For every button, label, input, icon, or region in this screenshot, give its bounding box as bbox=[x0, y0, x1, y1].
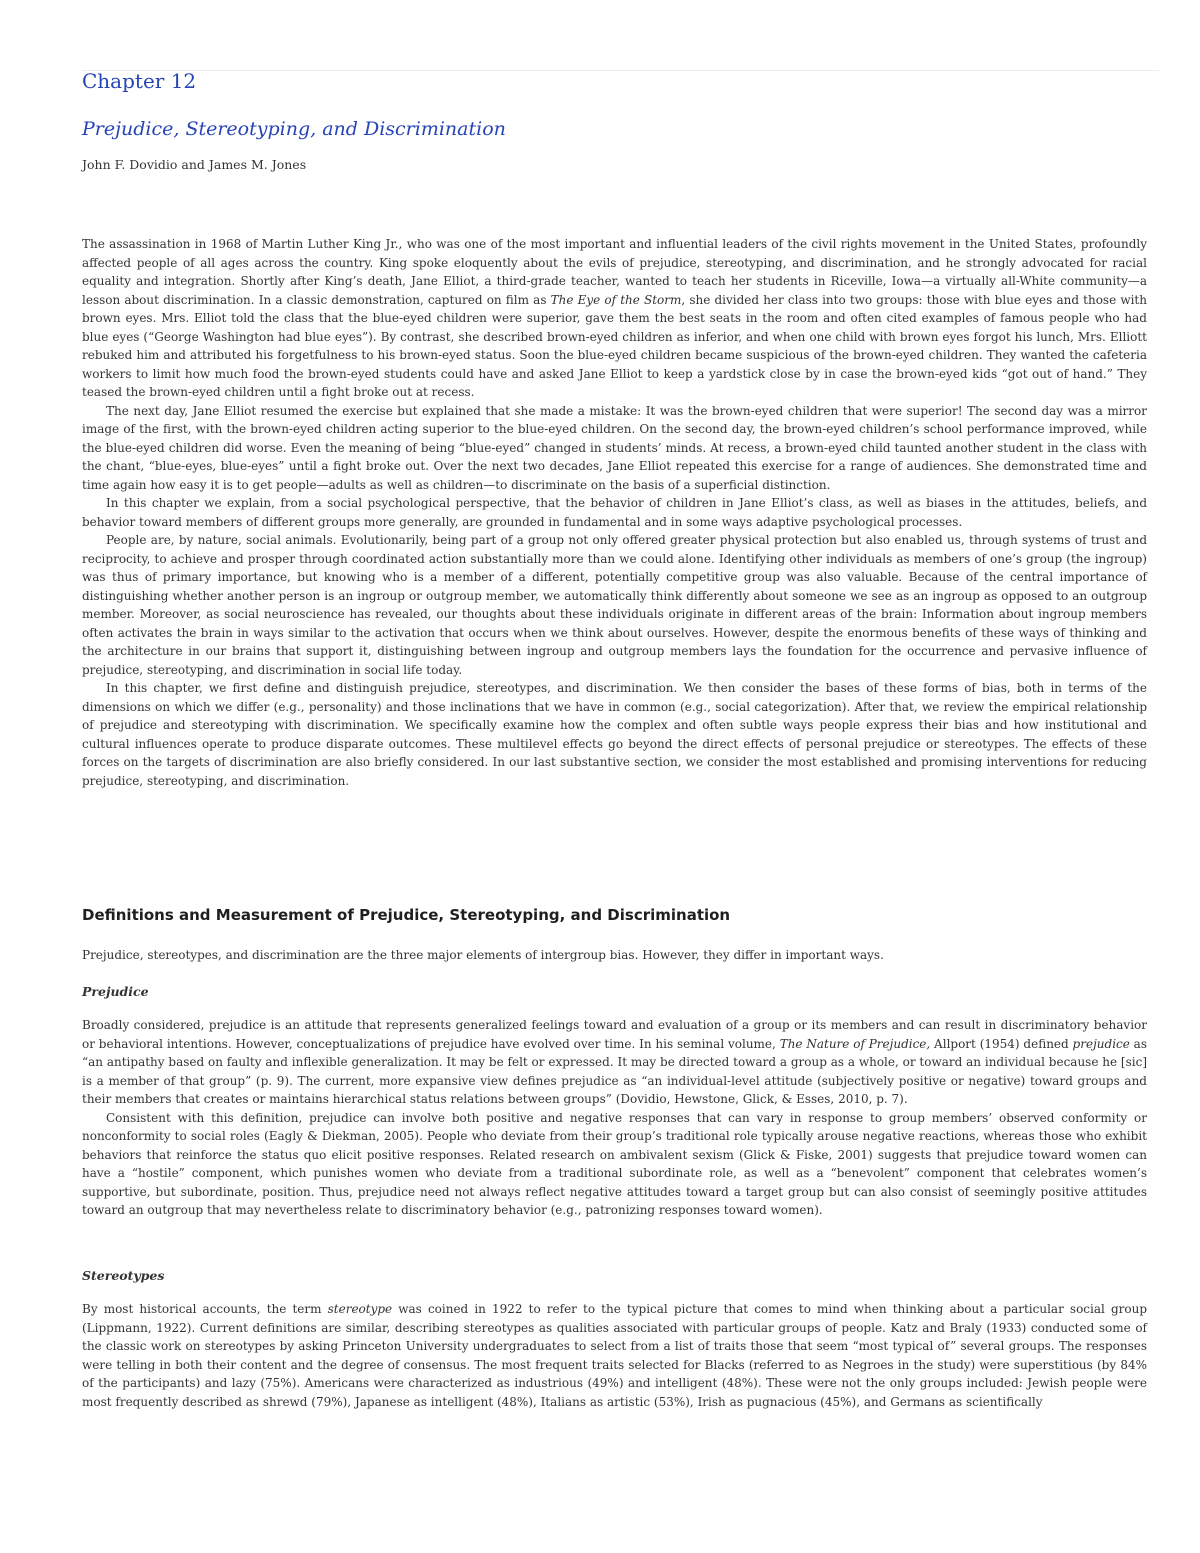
intro-text bbox=[82, 235, 1147, 790]
term-prejudice: prejudice bbox=[1072, 1036, 1130, 1051]
section-heading: Definitions and Measurement of Prejudice, Stereotyping, and Discrimination bbox=[82, 906, 731, 924]
intro-paragraph-1: The assassination in 1968 of Martin Luther King Jr., who was one of the most important and influential leaders of the civil rights movement in the United States, profoundly affected people of all ages across the country. King spoke eloquently about the evils of prejudice, stereotyping, and discrimination, and he strongly advocated for racial equality and integration. Shortly after King’s death, Jane Elliot, a third-grade teacher, wanted to teach her students in Riceville, Iowa—a virtually all-White community—a lesson about discrimination. In a classic demonstration, captured on film as The Eye of the Storm, she divided her class into two groups: those with blue eyes and those with brown eyes. Mrs. Elliot told the class that the blue-eyed children were superior, gave them the best seats in the room and often cited examples of famous people who had blue eyes (“George Washington had blue eyes”). By contrast, she described brown-eyed children as inferior, and when one child with brown eyes forgot his lunch, Mrs. Elliott rebuked him and attributed his forgetfulness to his brown-eyed status. Soon the blue-eyed children became suspicious of the brown-eyed children. They wanted the cafeteria workers to limit how much food the brown-eyed students could have and asked Jane Elliot to keep a yardstick close by in case the brown-eyed kids “got out of hand.” They teased the brown-eyed children until a fight broke out at recess. bbox=[82, 237, 1147, 399]
stereotypes-paragraph-1: By most historical accounts, the term stereotype was coined in 1922 to refer to the typical picture that comes to mind when thinking about a particular social group (Lippmann, 1922). Current definitions are similar, describing stereotypes as qualities associated with particular groups of people. Katz and Braly (1933) conducted some of the classic work on stereotypes by asking Princeton University undergraduates to select from a list of traits those that seem “most typical of” several groups. The responses were telling in both their content and the degree of consensus. The most frequent traits selected for Blacks (referred to as Negroes in the study) were superstitious (by 84% of the participants) and lazy (75%). Americans were characterized as industrious (49%) and intelligent (48%). These were not the only groups included: Jewish people were most frequently described as shrewd (79%), Japanese as intelligent (48%), Italians as artistic (53%), Irish as pugnacious (45%), and Germans as scientifically bbox=[82, 1302, 1148, 1409]
book-title: The Nature of Prejudice, bbox=[779, 1036, 931, 1051]
intro-paragraph-2: The next day, Jane Elliot resumed the exercise but explained that she made a mistake: It was the brown-eyed children that were superior! The second day was a mirror image of the first, with the brown-eyed children acting superior to the blue-eyed children. On the second day, the brown-eyed children’s school performance improved, while the blue-eyed children did worse. Even the meaning of being “blue-eyed” changed in students’ minds. At recess, a brown-eyed child taunted another student in the class with the chant, “blue-eyes, blue-eyes” until a fight broke out. Over the next two decades, Jane Elliot repeated this exercise for a range of audiences. She demonstrated time and time again how easy it is to get people—adults as well as children—to discriminate on the basis of a superficial distinction. bbox=[82, 403, 1147, 492]
prejudice-text bbox=[82, 1016, 1147, 1220]
prejudice-heading: Prejudice bbox=[82, 984, 149, 999]
chapter-authors: John F. Dovidio and James M. Jones bbox=[82, 157, 307, 172]
intro-paragraph-4: People are, by nature, social animals. Evolutionarily, being part of a group not only offered greater physical protection but also enabled us, through systems of trust and reciprocity, to achieve and prosper through coordinated action substantially more than we could alone. Identifying other individuals as members of one’s group (the ingroup) was thus of primary importance, but knowing who is a member of a different, potentially competitive group was also valuable. Because of the central importance of distinguishing whether another person is an ingroup or outgroup member, we automatically think differently about someone we see as an ingroup as opposed to an outgroup member. Moreover, as social neuroscience has revealed, our thoughts about these individuals originate in different areas of the brain: Information about ingroup members often activates the brain in ways similar to the activation that occurs when we think about ourselves. However, despite the enormous benefits of these ways of thinking and the architecture in our brains that support it, distinguishing between ingroup and outgroup members lays the foundation for the occurrence and pervasive influence of prejudice, stereotyping, and discrimination in social life today. bbox=[82, 533, 1147, 677]
film-title: The Eye of the Storm bbox=[550, 292, 682, 307]
chapter-label: Chapter 12 bbox=[82, 69, 197, 93]
stereotypes-text bbox=[82, 1300, 1147, 1411]
intro-paragraph-5: In this chapter, we first define and distinguish prejudice, stereotypes, and discrimination. We then consider the bases of these forms of bias, both in terms of the dimensions on which we differ (e.g., personality) and those inclinations that we have in common (e.g., social categorization). After that, we review the empirical relationship of prejudice and stereotyping with discrimination. We specifically examine how the complex and often subtle ways people express their bias and how institutional and cultural influences operate to produce disparate outcomes. These multilevel effects go beyond the direct effects of personal prejudice or stereotypes. The effects of these forces on the targets of discrimination are also briefly considered. In our last substantive section, we consider the most established and promising interventions for reducing prejudice, stereotyping, and discrimination. bbox=[82, 681, 1147, 788]
prejudice-paragraph-2: Consistent with this definition, prejudice can involve both positive and negative responses that can vary in response to group members’ observed conformity or nonconformity to social roles (Eagly & Diekman, 2005). People who deviate from their group’s traditional role typically arouse negative reactions, whereas those who exhibit behaviors that reinforce the status quo elicit positive responses. Related research on ambivalent sexism (Glick & Fiske, 2001) suggests that prejudice toward women can have a “hostile” component, which punishes women who deviate from a traditional subordinate role, as well as a “benevolent” component that celebrates women’s supportive, but subordinate, position. Thus, prejudice need not always reflect negative attitudes toward a target group but can also consist of seemingly positive attitudes toward an outgroup that may nevertheless relate to discriminatory behavior (e.g., patronizing responses toward women). bbox=[82, 1110, 1147, 1217]
prejudice-paragraph-1: Broadly considered, prejudice is an attitude that represents generalized feelings toward and evaluation of a group or its members and can result in discriminatory behavior or behavioral intentions. However, conceptualizations of prejudice have evolved over time. In his seminal volume, The Nature of Prejudice, Allport (1954) defined prejudice as “an antipathy based on faulty and inflexible generalization. It may be felt or expressed. It may be directed toward a group as a whole, or toward an individual because he [sic] is a member of that group” (p. 9). The current, more expansive view defines prejudice as “an individual-level attitude (subjectively positive or negative) toward groups and their members that creates or maintains hierarchical status relations between groups” (Dovidio, Hewstone, Glick, & Esses, 2010, p. 7). bbox=[82, 1018, 1147, 1106]
header-rule bbox=[82, 70, 1159, 71]
chapter-title: Prejudice, Stereotyping, and Discrimination bbox=[82, 118, 506, 140]
stereotypes-heading: Stereotypes bbox=[82, 1268, 165, 1283]
term-stereotype: stereotype bbox=[327, 1302, 393, 1316]
section-lead: Prejudice, stereotypes, and discrimination are the three major elements of intergroup bias. However, they differ in important ways. bbox=[82, 948, 884, 962]
intro-paragraph-3: In this chapter we explain, from a social psychological perspective, that the behavior of children in Jane Elliot’s class, as well as biases in the attitudes, beliefs, and behavior toward members of different groups more generally, are grounded in fundamental and in some ways adaptive psychological processes. bbox=[82, 496, 1147, 529]
